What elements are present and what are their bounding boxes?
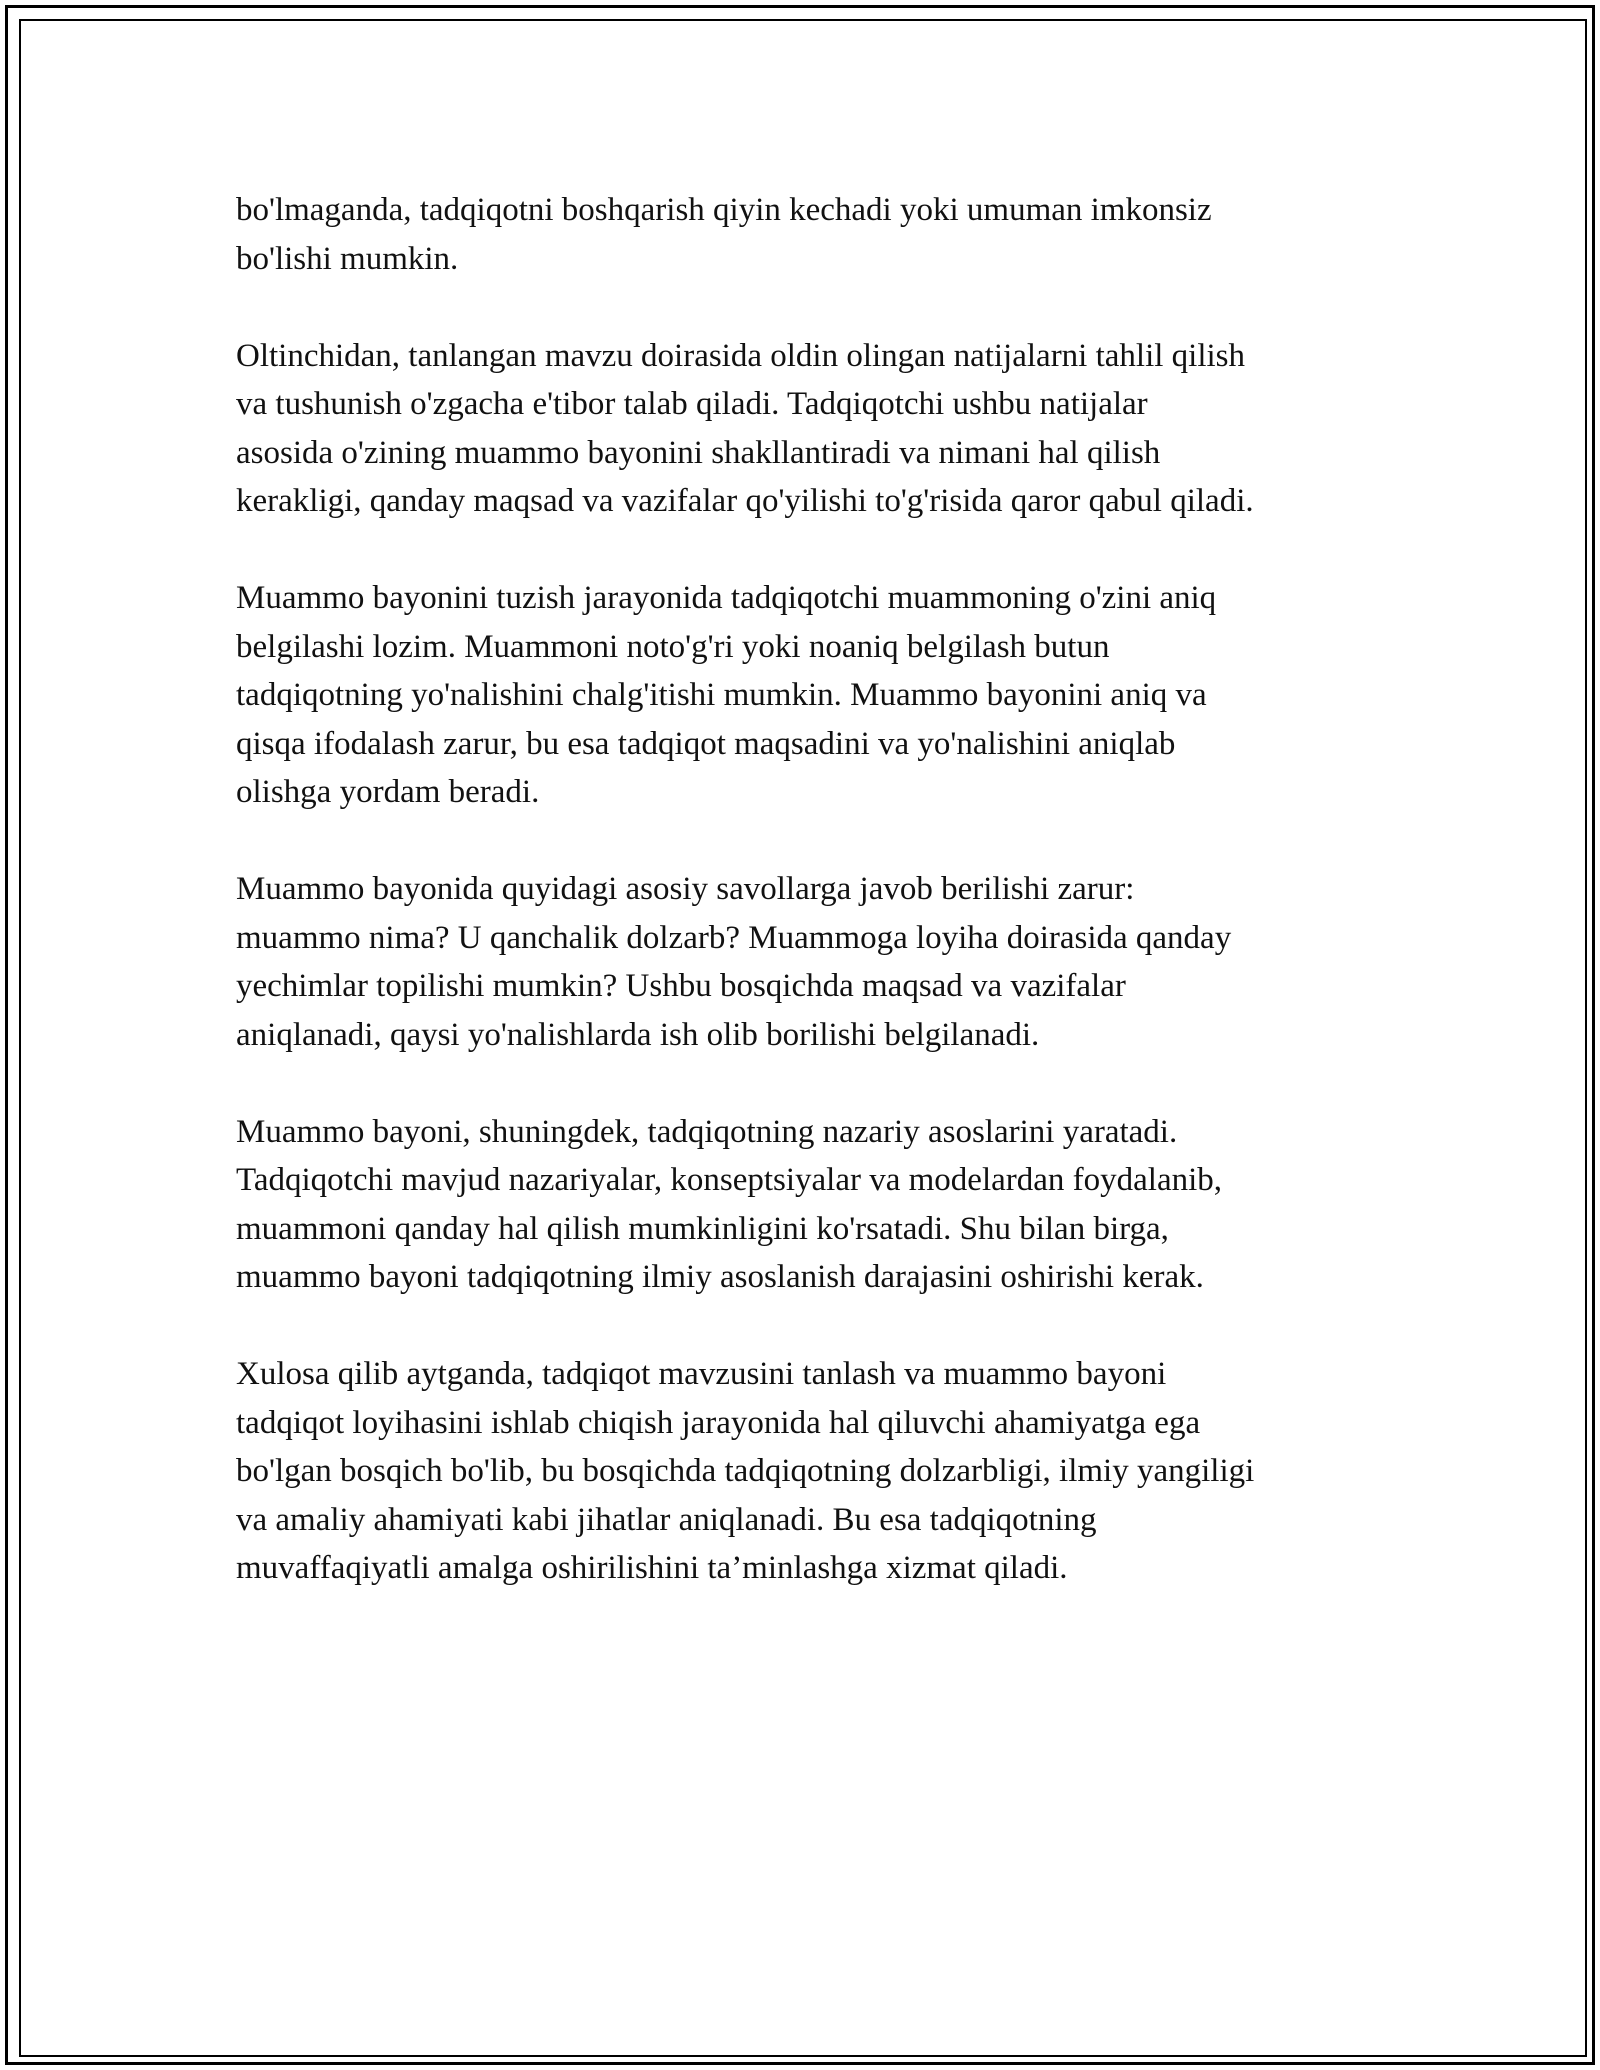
paragraph-line: Tadqiqotchi mavjud nazariyalar, konseptsiyalar va modelardan foydalanib, bbox=[236, 1162, 1223, 1198]
paragraph-line: yechimlar topilishi mumkin? Ushbu bosqichda maqsad va vazifalar bbox=[236, 968, 1126, 1004]
paragraph-4 bbox=[236, 865, 1396, 1059]
paragraph-line: tadqiqot loyihasini ishlab chiqish jarayonida hal qiluvchi ahamiyatga ega bbox=[236, 1404, 1201, 1441]
paragraph-line: tadqiqotning yo'nalishini chalg'itishi mumkin. Muammo bayonini aniq va bbox=[236, 677, 1207, 713]
paragraph-line: asosida o'zining muammo bayonini shakllantiradi va nimani hal qilish bbox=[236, 434, 1161, 471]
paragraph-1 bbox=[236, 186, 1396, 283]
paragraph-line: bo'lmaganda, tadqiqotni boshqarish qiyin kechadi yoki umuman imkonsiz bbox=[236, 192, 1212, 228]
paragraph-line: aniqlanadi, qaysi yo'nalishlarda ish olib borilishi belgilanadi. bbox=[236, 1016, 1040, 1053]
paragraph-line: muammoni qanday hal qilish mumkinligini ko'rsatadi. Shu bilan birga, bbox=[236, 1210, 1169, 1247]
paragraph-line: va amaliy ahamiyati kabi jihatlar aniqlanadi. Bu esa tadqiqotning bbox=[236, 1501, 1097, 1538]
paragraph-line: kerakligi, qanday maqsad va vazifalar qo'yilishi to'g'risida qaror qabul qiladi. bbox=[236, 483, 1254, 519]
paragraph-line: va tushunish o'zgacha e'tibor talab qiladi. Tadqiqotchi ushbu natijalar bbox=[236, 386, 1148, 422]
paragraph-line: Muammo bayonini tuzish jarayonida tadqiqotchi muammoning o'zini aniq bbox=[236, 580, 1217, 616]
paragraph-line: Muammo bayoni, shuningdek, tadqiqotning nazariy asoslarini yaratadi. bbox=[236, 1113, 1178, 1150]
paragraph-line: muammo bayoni tadqiqotning ilmiy asoslanish darajasini oshirishi kerak. bbox=[236, 1259, 1204, 1295]
paragraph-line: bo'lishi mumkin. bbox=[236, 240, 459, 277]
paragraph-line: bo'lgan bosqich bo'lib, bu bosqichda tadqiqotning dolzarbligi, ilmiy yangiligi bbox=[236, 1453, 1255, 1489]
paragraph-line: muammo nima? U qanchalik dolzarb? Muammoga loyiha doirasida qanday bbox=[236, 919, 1232, 956]
paragraph-line: olishga yordam beradi. bbox=[236, 774, 540, 810]
paragraph-line: Muammo bayonida quyidagi asosiy savollarga javob berilishi zarur: bbox=[236, 871, 1135, 907]
paragraph-5 bbox=[236, 1108, 1396, 1302]
paragraph-line: muvaffaqiyatli amalga oshirilishini ta’minlashga xizmat qiladi. bbox=[236, 1550, 1068, 1586]
paragraph-6 bbox=[236, 1350, 1396, 1593]
paragraph-line: belgilashi lozim. Muammoni noto'g'ri yoki noaniq belgilash butun bbox=[236, 628, 1110, 665]
paragraph-line: Xulosa qilib aytganda, tadqiqot mavzusini tanlash va muammo bayoni bbox=[236, 1356, 1167, 1392]
paragraph-2 bbox=[236, 332, 1396, 526]
paragraph-3 bbox=[236, 574, 1396, 817]
paragraph-line: qisqa ifodalash zarur, bu esa tadqiqot maqsadini va yo'nalishini aniqlab bbox=[236, 725, 1176, 762]
document-body bbox=[236, 186, 1396, 1593]
paragraph-line: Oltinchidan, tanlangan mavzu doirasida oldin olingan natijalarni tahlil qilish bbox=[236, 337, 1246, 374]
